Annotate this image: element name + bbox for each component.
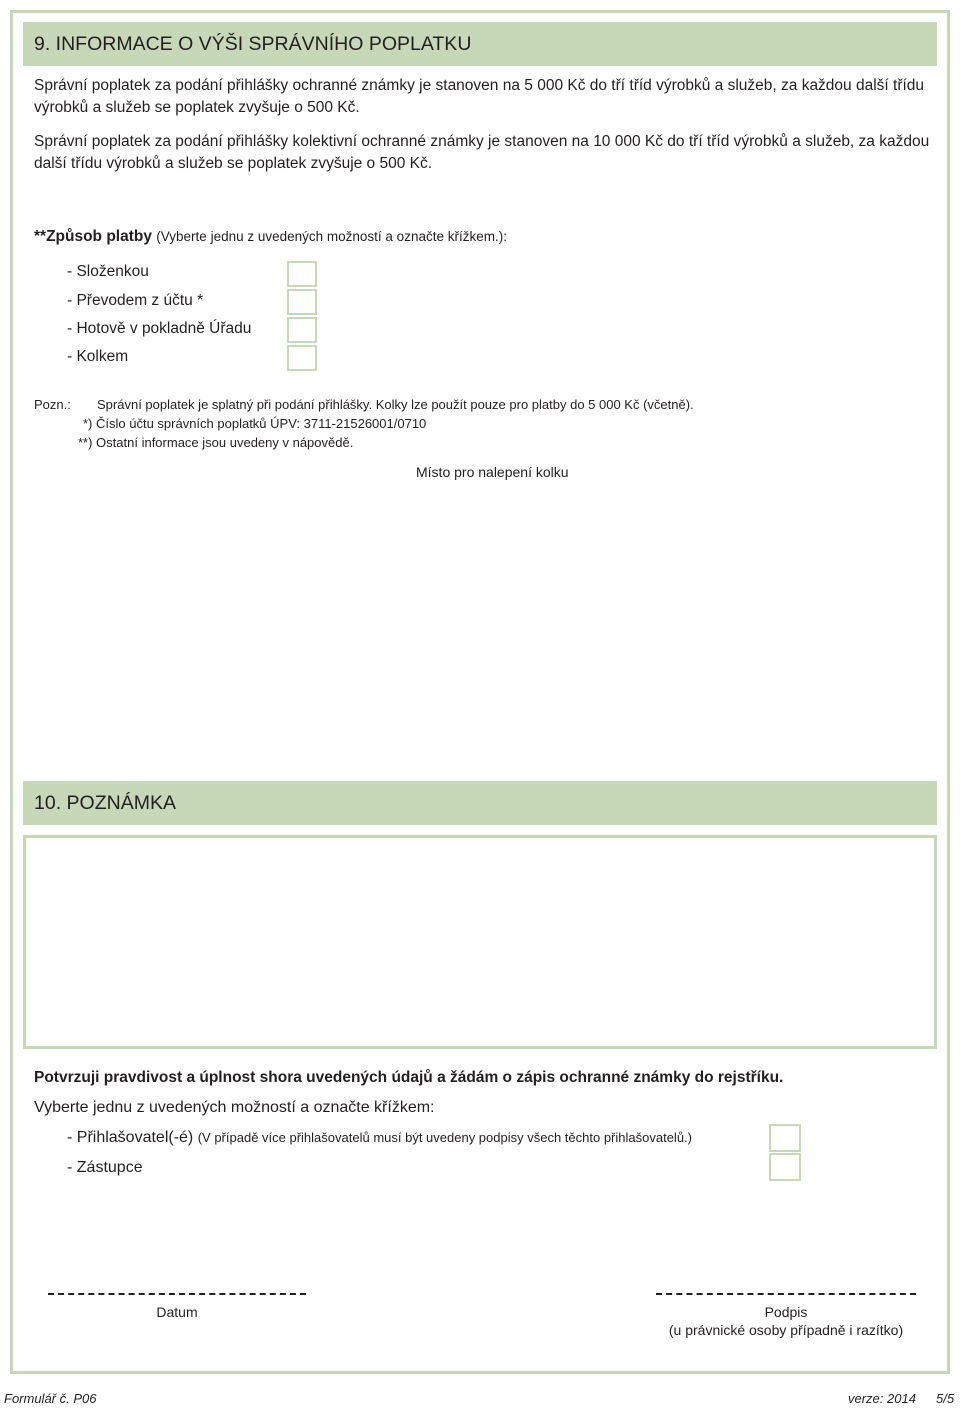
checkbox-cash[interactable] <box>287 317 317 343</box>
checkbox-applicant[interactable] <box>769 1124 801 1152</box>
page-frame <box>10 10 950 1374</box>
confirmation-statement <box>34 1068 783 1088</box>
section-9-header <box>23 22 937 66</box>
stamp-placement-label: Místo pro nalepení kolku <box>416 464 569 480</box>
option-applicant-note: (V případě více přihlašovatelů musí být uvedeny podpisy všech těchto přihlašovatelů.) <box>197 1130 692 1145</box>
option-applicant <box>67 1128 692 1148</box>
confirmation-instruction: Vyberte jednu z uvedených možností a označte křížkem: <box>34 1099 435 1116</box>
payment-option-stamp: - Kolkem <box>67 348 129 365</box>
note-line-help: **) Ostatní informace jsou uvedeny v nápovědě. <box>78 435 354 450</box>
note-line-account: *) Číslo účtu správních poplatků ÚPV: 3711-21526001/0710 <box>83 416 427 431</box>
footer-form-number: Formulář č. P06 <box>4 1391 97 1406</box>
payment-option-postal-order: - Složenkou <box>67 263 149 280</box>
payment-option-cash: - Hotově v pokladně Úřadu <box>67 320 252 337</box>
note-text-area[interactable] <box>23 835 937 1049</box>
fee-paragraph-standard: Správní poplatek za podání přihlášky ochranné známky je stanoven na 5 000 Kč do tří tříd výrobků a služeb, za každou další třídu výrobků a služeb se poplatek zvyšuje o 500 Kč. <box>34 77 925 116</box>
footer-version: verze: 2014 <box>848 1391 916 1406</box>
payment-option-bank-transfer: - Převodem z účtu * <box>67 292 204 309</box>
date-label: Datum <box>156 1304 198 1320</box>
signature-label: Podpis <box>764 1304 808 1320</box>
payment-method-heading-bold: **Způsob platby <box>34 228 152 245</box>
payment-method-heading-instruction: (Vyberte jednu z uvedených možností a označte křížkem.): <box>156 229 507 244</box>
section-10-header <box>23 781 937 825</box>
date-line <box>48 1293 306 1295</box>
footer-page-number: 5/5 <box>936 1391 955 1406</box>
note-label: Pozn.: <box>34 397 71 412</box>
checkbox-stamp[interactable] <box>287 345 317 371</box>
fee-paragraph-collective: Správní poplatek za podání přihlášky kolektivní ochranné známky je stanoven na 10 000 Kč do tří tříd výrobků a služeb, za každou další třídu výrobků a služeb se poplatek zvyšuje o 500 Kč. <box>34 133 930 172</box>
checkbox-representative[interactable] <box>769 1153 801 1181</box>
section-10-title: 10. POZNÁMKA <box>34 792 176 814</box>
option-applicant-label: - Přihlašovatel(-é) <box>67 1129 194 1146</box>
signature-line <box>656 1293 916 1295</box>
payment-method-heading <box>34 227 507 247</box>
section-9-title: 9. INFORMACE O VÝŠI SPRÁVNÍHO POPLATKU <box>34 33 472 55</box>
checkbox-postal-order[interactable] <box>287 261 317 287</box>
signature-note: (u právnické osoby případně i razítko) <box>668 1322 904 1338</box>
option-representative: - Zástupce <box>67 1159 143 1176</box>
note-line-payment: Správní poplatek je splatný při podání přihlášky. Kolky lze použít pouze pro platby do 5 000 Kč (včetně). <box>97 397 694 412</box>
checkbox-bank-transfer[interactable] <box>287 289 317 315</box>
confirmation-statement-text: Potvrzuji pravdivost a úplnost shora uvedených údajů a žádám o zápis ochranné známky do rejstříku. <box>34 1069 784 1086</box>
